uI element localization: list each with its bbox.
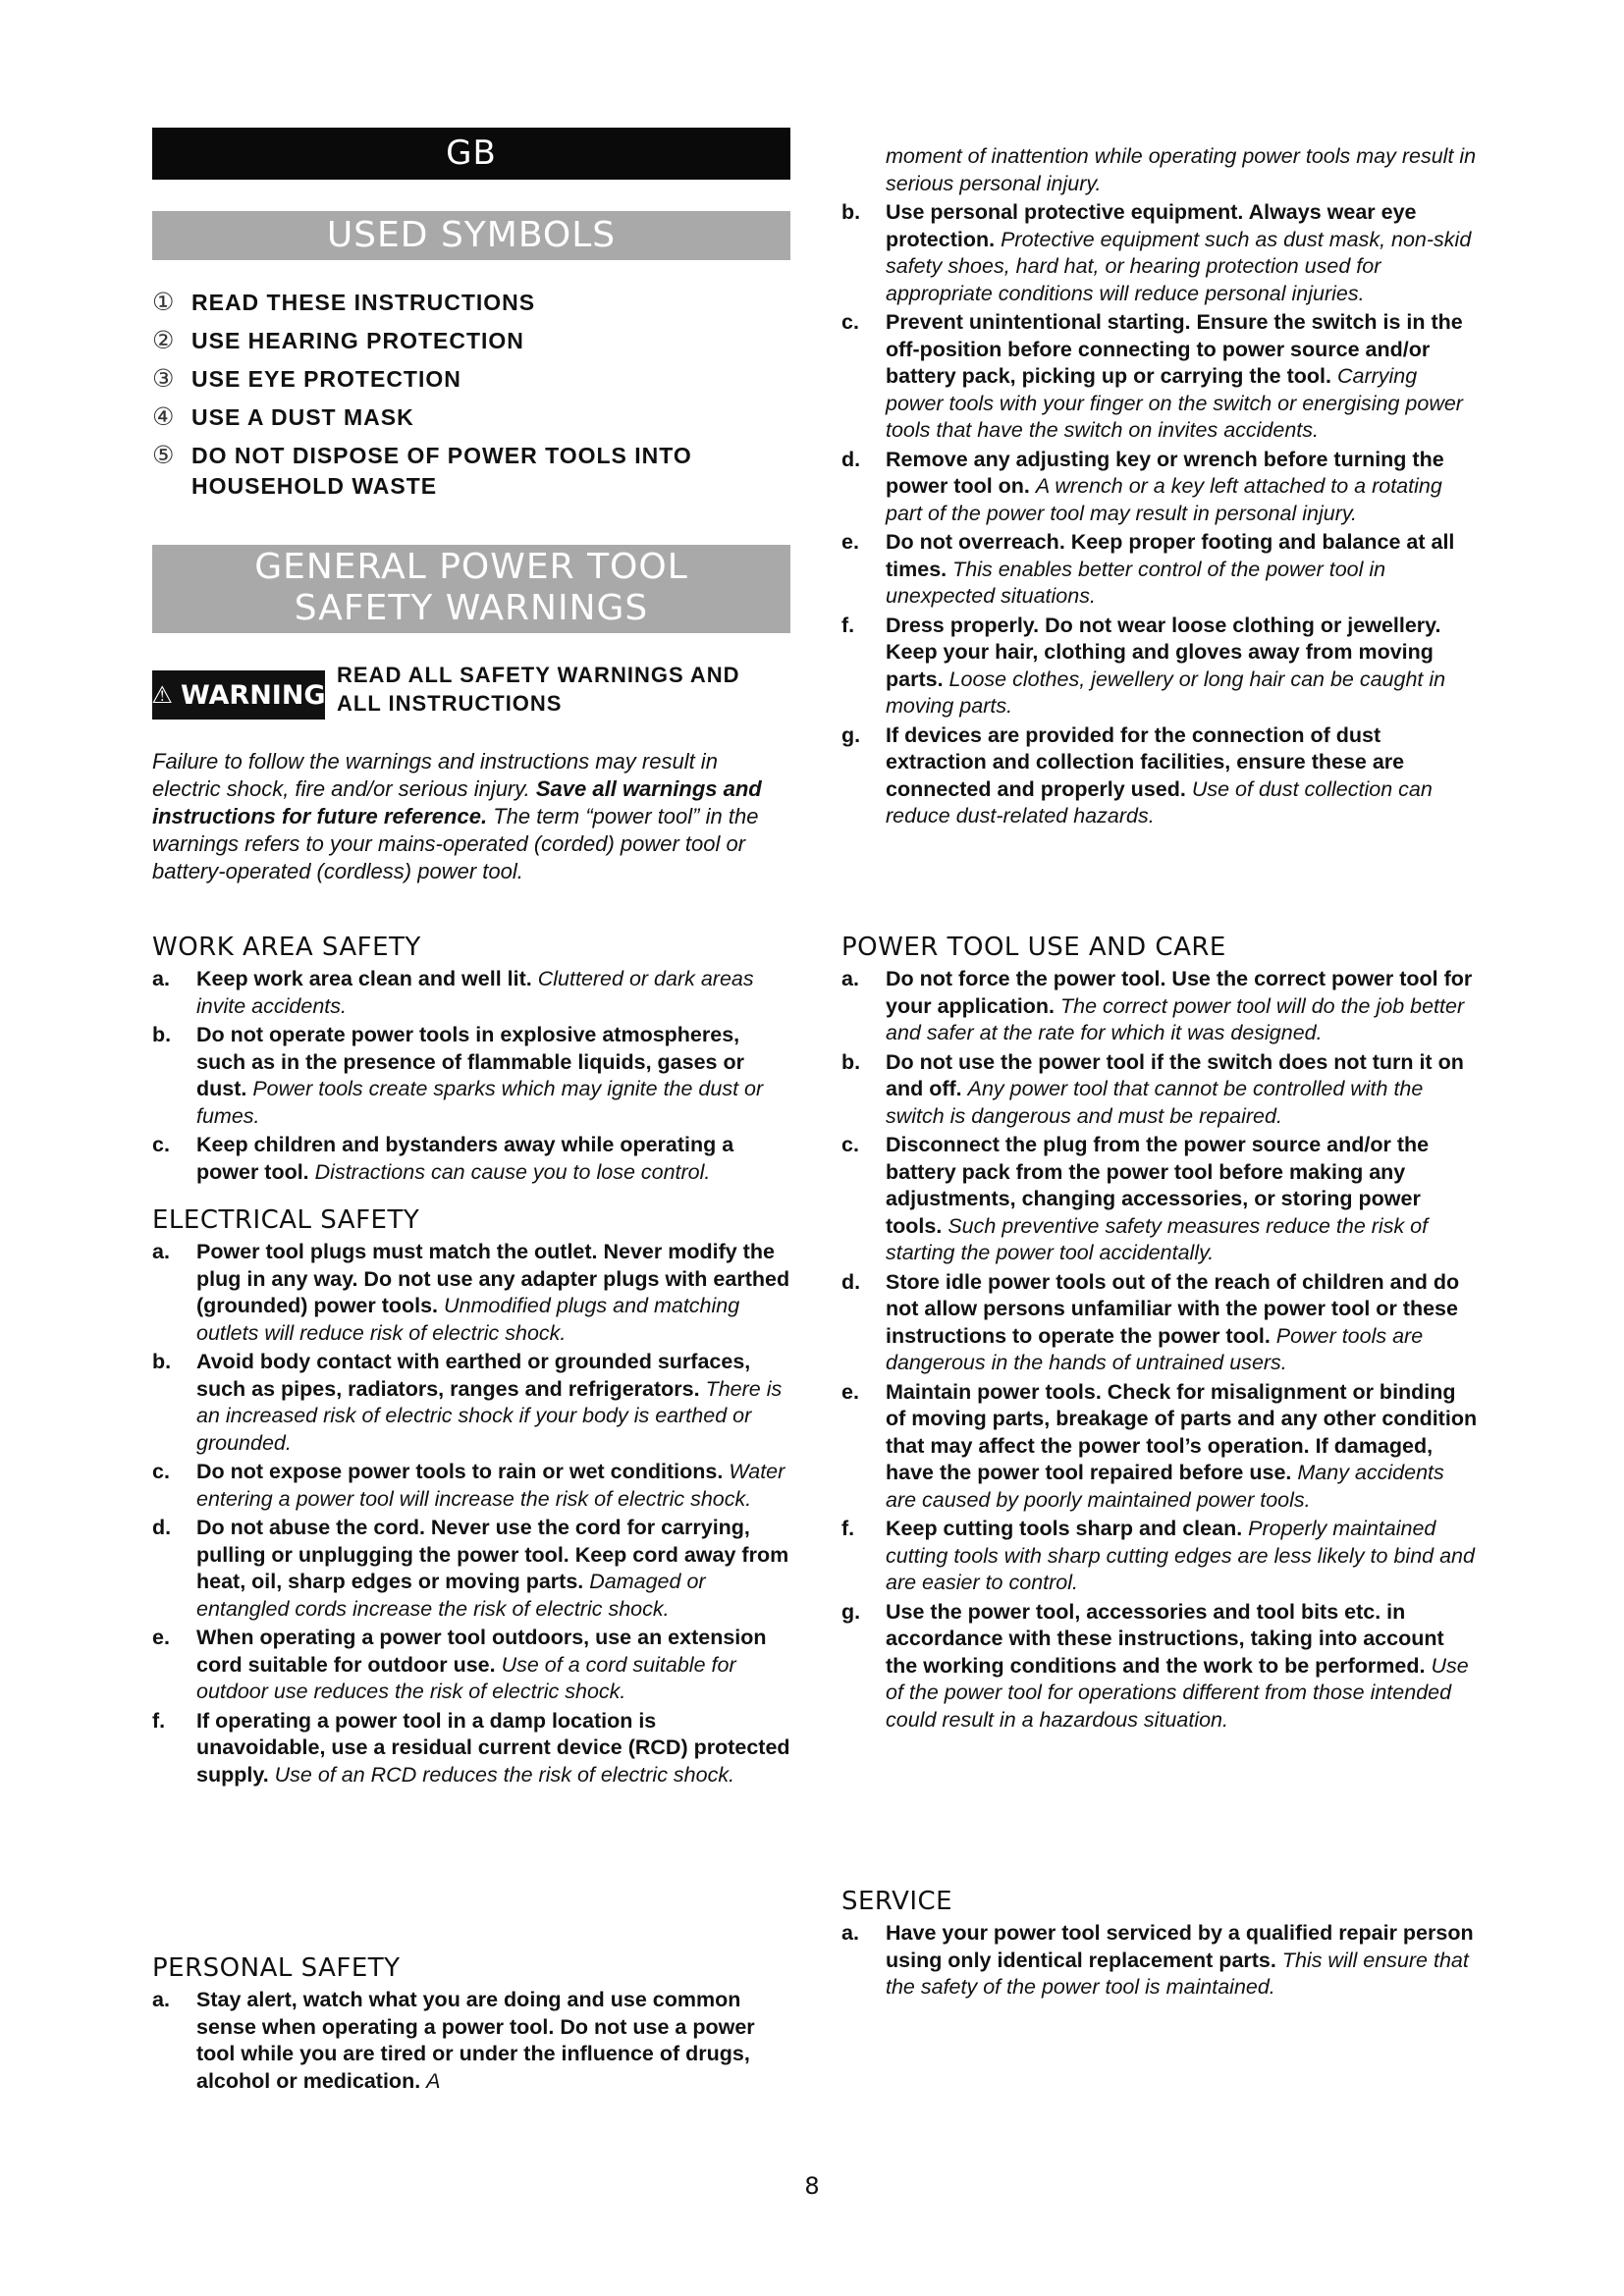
item-italic: Such preventive safety measures reduce the risk of starting the power tool accidentally. [886, 1213, 1429, 1264]
list-item [841, 1049, 1480, 1131]
item-bold: Do not overreach. Keep proper footing and balance at all times. [886, 530, 1455, 581]
item-bold: Have your power tool serviced by a qualified repair person using only identical replacement parts. [886, 1921, 1474, 1972]
item-italic: Use of an RCD reduces the risk of electric shock. [274, 1762, 735, 1787]
list-item [152, 1022, 790, 1130]
item-italic: moment of inattention while operating power tools may result in serious personal injury. [886, 144, 1477, 195]
list-item [841, 613, 1480, 721]
list-item [841, 1516, 1480, 1597]
electrical-section [152, 1205, 790, 1790]
language-header: GB [152, 128, 790, 180]
list-item [152, 1987, 790, 2095]
symbol-number: ⑤ [152, 442, 176, 469]
banner-line-2: SAFETY WARNINGS [294, 588, 649, 628]
item-letter: e. [841, 1379, 859, 1404]
item-italic: Power tools create sparks which may ignite the dust or fumes. [196, 1077, 764, 1128]
item-letter: e. [841, 530, 859, 554]
item-letter: a. [152, 967, 170, 990]
item-letter: c. [152, 1133, 170, 1156]
item-letter: b. [152, 1350, 172, 1373]
list-item [841, 722, 1480, 830]
section-title: SERVICE [841, 1887, 953, 1916]
list-item [152, 966, 790, 1020]
item-bold: Avoid body contact with earthed or grounded surfaces, such as pipes, radiators, ranges and refrigerators. [196, 1350, 751, 1401]
item-italic: A [426, 2068, 441, 2093]
item-letter: b. [841, 1049, 861, 1074]
section-title: PERSONAL SAFETY [152, 1953, 401, 1983]
section-title: ELECTRICAL SAFETY [152, 1205, 420, 1235]
item-letter: g. [841, 722, 861, 747]
item-letter: d. [152, 1516, 172, 1539]
item-letter: g. [841, 1599, 861, 1624]
symbol-item [152, 441, 790, 502]
list-item [152, 1708, 790, 1789]
list-item [841, 966, 1480, 1047]
item-italic: Use of the power tool for operations different from those intended could result in a hazardous situation. [886, 1653, 1469, 1732]
item-italic: Any power tool that cannot be controlled with the switch is dangerous and must be repaired. [886, 1077, 1424, 1128]
symbol-number: ② [152, 327, 176, 354]
item-italic: This will ensure that the safety of the power tool is maintained. [886, 1948, 1469, 1999]
item-bold: Store idle power tools out of the reach of children and do not allow persons unfamiliar with the power tool or these instructions to operate the power tool. [886, 1269, 1460, 1348]
item-italic: Damaged or entangled cords increase the risk of electric shock. [196, 1570, 706, 1621]
item-bold: Do not force the power tool. Use the correct power tool for your application. [886, 967, 1473, 1018]
banner-line-1: GENERAL POWER TOOL [254, 547, 688, 587]
item-bold: Do not abuse the cord. Never use the cord for carrying, pulling or unplugging the power tool. Keep cord away from heat, oil, sharp edges or moving parts. [196, 1516, 789, 1593]
symbol-item [152, 402, 790, 433]
symbol-text: USE HEARING PROTECTION [191, 328, 524, 353]
item-bold: Use personal protective equipment. Always wear eye protection. [886, 200, 1417, 251]
symbol-item [152, 364, 790, 395]
symbol-text: USE EYE PROTECTION [191, 366, 461, 392]
item-letter: a. [841, 967, 859, 990]
list-item [841, 1599, 1480, 1735]
item-letter: f. [841, 613, 855, 637]
symbol-text: READ THESE INSTRUCTIONS [191, 290, 536, 315]
item-bold: If devices are provided for the connection of dust extraction and collection facilities, ensure these are connected and properly used. [886, 722, 1405, 801]
item-bold: Do not expose power tools to rain or wet conditions. [196, 1460, 724, 1483]
list-item [841, 1379, 1480, 1515]
item-italic: Distractions can cause you to lose control. [314, 1159, 711, 1184]
item-letter: f. [841, 1517, 855, 1540]
item-bold: Remove any adjusting key or wrench before turning the power tool on. [886, 447, 1444, 498]
item-letter: a. [152, 1240, 170, 1263]
item-bold: Do not operate power tools in explosive atmospheres, such as in the presence of flammable liquids, gases or dust. [196, 1023, 744, 1100]
list-item [152, 1349, 790, 1457]
list-item [841, 1132, 1480, 1267]
section-title: POWER TOOL USE AND CARE [841, 933, 1226, 962]
section-title: WORK AREA SAFETY [152, 933, 421, 962]
item-italic: Protective equipment such as dust mask, non-skid safety shoes, hard hat, or hearing protection used for appropriate conditions will reduce personal injuries. [886, 227, 1472, 305]
item-italic: Unmodified plugs and matching outlets will reduce risk of electric shock. [196, 1294, 740, 1345]
item-italic: Loose clothes, jewellery or long hair can be caught in moving parts. [886, 667, 1446, 718]
personal-section [152, 1953, 790, 2097]
item-letter: a. [152, 1988, 170, 2011]
warning-triangle-icon: ⚠ [151, 681, 173, 709]
item-letter: c. [841, 1133, 859, 1156]
item-letter: b. [152, 1023, 172, 1046]
item-bold: Dress properly. Do not wear loose clothing or jewellery. Keep your hair, clothing and gloves away from moving parts. [886, 613, 1441, 691]
item-bold: Prevent unintentional starting. Ensure the switch is in the off-position before connecting to power source and/or battery pack, picking up or carrying the tool. [886, 310, 1463, 388]
item-italic: There is an increased risk of electric shock if your body is earthed or grounded. [196, 1376, 783, 1455]
list-item [841, 1920, 1480, 2002]
item-bold: Power tool plugs must match the outlet. Never modify the plug in any way. Do not use any adapter plugs with earthed (grounded) power tools. [196, 1240, 790, 1317]
item-letter: d. [841, 1269, 861, 1294]
item-italic: Cluttered or dark areas invite accidents. [196, 967, 754, 1018]
symbol-number: ① [152, 289, 176, 316]
warning-row [152, 661, 790, 720]
item-italic: The correct power tool will do the job better and safer at the rate for which it was designed. [886, 993, 1465, 1044]
list-item [841, 143, 1480, 197]
item-italic: Power tools are dangerous in the hands of untrained users. [886, 1323, 1424, 1374]
item-italic: Water entering a power tool will increase the risk of electric shock. [196, 1460, 785, 1511]
item-bold: When operating a power tool outdoors, use an extension cord suitable for outdoor use. [196, 1626, 767, 1677]
symbol-number: ③ [152, 365, 176, 393]
symbol-item [152, 288, 790, 318]
page-number: 8 [804, 2172, 820, 2200]
list-item [841, 447, 1480, 528]
service-section [841, 1887, 1480, 2003]
item-italic: A wrench or a key left attached to a rotating part of the power tool may result in personal injury. [886, 474, 1442, 525]
item-italic: Many accidents are caused by poorly maintained power tools. [886, 1461, 1444, 1512]
list-item [152, 1625, 790, 1706]
item-letter: d. [841, 447, 861, 471]
item-italic: This enables better control of the power tool in unexpected situations. [886, 557, 1386, 608]
item-bold: Stay alert, watch what you are doing and use common sense when operating a power tool. Do not use a power tool while you are tired or under the influence of drugs, alcohol or medication. [196, 1988, 755, 2093]
item-letter: f. [152, 1708, 166, 1733]
intro-part1: Failure to follow the warnings and instructions may result in electric shock, fire and/or serious injury. [152, 749, 718, 801]
symbol-text: USE A DUST MASK [191, 404, 414, 430]
work-area-section [152, 933, 790, 1188]
symbol-item [152, 326, 790, 356]
symbol-number: ④ [152, 403, 176, 431]
item-letter: c. [841, 310, 859, 334]
list-item [152, 1132, 790, 1186]
intro-bold: Save all warnings and instructions for future reference. [152, 776, 762, 828]
power-tool-section [841, 933, 1480, 1735]
item-letter: b. [841, 200, 861, 224]
intro-paragraph [152, 748, 790, 885]
symbols-list [152, 288, 790, 509]
item-bold: Keep cutting tools sharp and clean. [886, 1517, 1243, 1540]
warning-badge [152, 670, 325, 720]
item-letter: c. [152, 1460, 170, 1483]
item-bold: Keep work area clean and well lit. [196, 967, 532, 990]
personal-continued-section [841, 143, 1480, 832]
item-letter: a. [841, 1921, 859, 1945]
item-bold: Use the power tool, accessories and tool bits etc. in accordance with these instructions, taking into account the working conditions and the work to be performed. [886, 1599, 1444, 1678]
list-item [152, 1239, 790, 1347]
general-safety-banner [152, 545, 790, 633]
item-letter: e. [152, 1626, 170, 1649]
list-item [841, 1269, 1480, 1377]
symbol-text: DO NOT DISPOSE OF POWER TOOLS INTO HOUSEHOLD WASTE [191, 443, 692, 499]
item-italic: Properly maintained cutting tools with sharp cutting edges are less likely to bind and are easier to control. [886, 1517, 1475, 1594]
item-bold: Maintain power tools. Check for misalignment or binding of moving parts, breakage of parts and any other condition that may affect the power tool’s operation. If damaged, have the power tool repaired before use. [886, 1379, 1478, 1484]
list-item [841, 309, 1480, 445]
list-item [841, 529, 1480, 611]
warning-text: READ ALL SAFETY WARNINGS AND ALL INSTRUCTIONS [337, 663, 740, 716]
list-item [152, 1459, 790, 1513]
list-item [841, 199, 1480, 307]
item-italic: Use of a cord suitable for outdoor use reduces the risk of electric shock. [196, 1652, 736, 1703]
intro-part2: The term “power tool” in the warnings refers to your mains-operated (corded) power tool or battery-operated (cordless) power tool. [152, 804, 759, 883]
item-bold: If operating a power tool in a damp location is unavoidable, use a residual current device (RCD) protected supply. [196, 1708, 790, 1787]
item-bold: Disconnect the plug from the power source and/or the battery pack from the power tool before making any adjustments, changing accessories, or storing power tools. [886, 1133, 1430, 1238]
item-italic: Use of dust collection can reduce dust-related hazards. [886, 776, 1433, 828]
item-bold: Keep children and bystanders away while operating a power tool. [196, 1133, 734, 1184]
item-bold: Do not use the power tool if the switch does not turn it on and off. [886, 1049, 1464, 1100]
warning-badge-label: WARNING [180, 679, 326, 711]
item-italic: Carrying power tools with your finger on the switch or energising power tools that have the switch on invites accidents. [886, 364, 1463, 442]
used-symbols-banner: USED SYMBOLS [152, 211, 790, 260]
list-item [152, 1515, 790, 1623]
